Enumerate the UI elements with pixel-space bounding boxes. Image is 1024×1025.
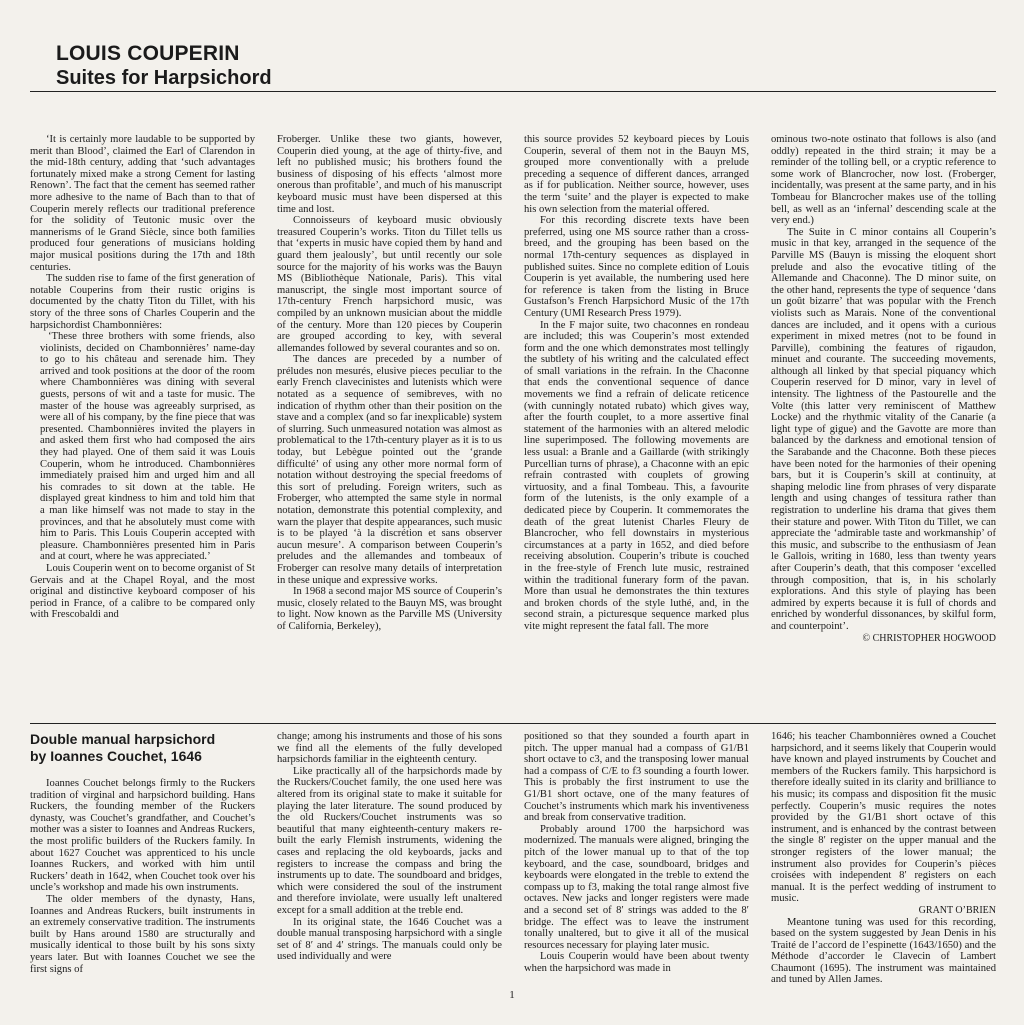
essay-column-3 (524, 134, 749, 714)
instrument-title-line-1: Double manual harpsichord (30, 731, 216, 747)
paragraph: 1646; his teacher Chambonnières owned a Couchet harpsichord, and it seems likely that Couperin would have known and played instruments by Couchet and members of the Ruckers family. This harpsichord is therefore ideally suited in its clarity and brilliance to his music; its compass and disposition fit the music perfectly. Couperin’s music requires the notes provided by the G1/B1 short octave of this instrument, and is enhanced by the contrast between the single 8′ register on the upper manual and the stronger registers of the lower manual; the instrument also provides for Couperin’s pièces croisées with independent 8′ registers on each manual. It is the perfect wedding of instrument to music. (771, 731, 996, 905)
paragraph: Probably around 1700 the harpsichord was modernized. The manuals were aligned, bringing the pitch of the lower manual up to that of the top keyboard, and the case, soundboard, bridges and keyboards were elongated in the treble to extend the compass up to f3, making the total range almost five octaves. New jacks and longer registers were made and a second set of 8′ strings was added to the 8′ bridge. The effect was to leave the instrument tonally unaltered, but to give it all of the musical resources necessary for playing later music. (524, 823, 749, 951)
instrument-column-3 (524, 731, 749, 986)
page-header (56, 42, 1016, 90)
top-divider (30, 91, 996, 92)
instrument-title-line-2: by Ioannes Couchet, 1646 (30, 748, 202, 764)
section-divider (30, 723, 996, 724)
instrument-column-4 (771, 731, 996, 986)
page-subtitle: Suites for Harpsichord (56, 67, 272, 89)
paragraph: Louis Couperin went on to become organist of St Gervais and at the Chapel Royal, and the most original and distinctive keyboard composer of his period in France, of a calibre to be compared only with Frescobaldi and (30, 562, 255, 621)
page-title: LOUIS COUPERIN (56, 42, 240, 65)
essay-column-2 (277, 134, 502, 714)
paragraph: ‘It is certainly more laudable to be supported by merit than Blood’, claimed the Earl of Clarendon in the mid-18th century, adding that ‘such advantages fortunately mixed make a strong Cement for lasting Renown’. The fact that the cement has seemed rather more adhesive to the name of Bach than to that of Couperin merely reflects our traditional preference for the solidity of Teutonic music over the mannerisms of le Grand Siècle, since both families produced four generations of musicians holding major musical positions during the 17th and 18th centuries. (30, 134, 255, 273)
instrument-section (30, 731, 996, 986)
paragraph: The sudden rise to fame of the first generation of notable Couperins from their rustic origins is documented by the chatty Titon du Tillet, with his story of the three sons of Charles Couperin and the harpsichordist Chambonnières: (30, 273, 255, 331)
paragraph: Ioannes Couchet belongs firmly to the Ruckers tradition of virginal and harpsichord building. Hans Ruckers, the founding member of the Ruckers dynasty, was Couchet’s grandfather, and Couchet’s mother was a sister to Ioannes and Andreas Ruckers, the most prolific builders of the Ruckers family. In about 1627 Couchet was apprenticed to his uncle Ioannes Ruckers, and worked with him until Ruckers’ death in 1642, when Couchet took over his uncle’s workshop and made his own instruments. (30, 778, 255, 894)
essay-section (30, 134, 996, 714)
paragraph: The dances are preceded by a number of préludes non mesurés, elusive pieces peculiar to the early French clavecinistes and lutenists which were notated as a sequence of semibreves, with no indication of rhythm other than their position on the stave and a complex (and so far inexplicable) system of slurring. Such unmeasured notation was almost as problematical to the 17th-century player as it is to us today, but Lebègue pointed out the ‘grande difficulté’ of using any other more normal form of notation without destroying the special freedoms of this sort of preluding. Foreign writers, such as Froberger, who attempted the same style in normal notation, demonstrate this potential complexity, and warn the player that despite appearances, such music is to be played ‘à la discrétion et sans observer aucun mesure’. A comparison between Couperin’s preludes and the allemandes and tombeaux of Froberger can resolve many details of interpretation in these unique and expressive works. (277, 354, 502, 586)
paragraph: Louis Couperin would have been about twenty when the harpsichord was made in (524, 951, 749, 974)
paragraph: The Suite in C minor contains all Couperin’s music in that key, arranged in the sequence of the Parville MS (Bauyn is missing the eloquent short prelude and also the evocative titling of the Allemande and Chaconne). The D minor suite, on the other hand, represents the type of sequence ‘dans un goût bizarre’ that was popular with the French violists such as Marais. None of the conventional dances are included, and it opens with a curious experiment in mixed metres (not to be found in Parville), combining the features of rigaudon, minuet and courante. The succeeding movements, although all linked by that special piquancy which Couperin reserved for D minor, vary in level of intensity. The lightness of the Pastourelle and the Volte (this latter very reminiscent of Matthew Locke) and the rhythmic vitality of the Canarie (a light type of gigue) and the Gavotte are more than balanced by the darkness and emotional tension of the Sarabande and the Chaconne. Both these pieces have been noted for the harmonies of their opening bars, but it is Couperin’s skill at continuity, at shaping melodic line from phrases of very disparate length and using changes of tessitura rather than registration to underline his drama that gives them their stature and power. With Titon du Tillet, we can appreciate the ‘admirable taste and workmanship’ of this music, and subscribe to the enthusiasm of Jean le Gallois, writing in 1680, less than twenty years after Couperin’s death, that this composer ‘excelled through composition, that is, in his scholarly explorations. And this style of playing has been admired by experts because it is full of chords and enriched by wonderful dissonances, by skilful form, and counterpoint’. (771, 226, 996, 632)
paragraph: change; among his instruments and those of his sons we find all the elements of the fully developed harpsichords familiar in the eighteenth century. (277, 731, 502, 766)
paragraph: Meantone tuning was used for this recording, based on the system suggested by Jean Denis in his Traité de l’accord de l’espinette (1643/1650) and the Méthode d’accorder le Clavecin of Lambert Chaumont (1695). The instrument was maintained and tuned by Allen James. (771, 916, 996, 986)
page-number: 1 (509, 989, 515, 1001)
instrument-section-title (30, 731, 255, 765)
essay-signature: © CHRISTOPHER HOGWOOD (862, 632, 996, 644)
paragraph: Froberger. Unlike these two giants, however, Couperin died young, at the age of thirty-five, and left no published music; his brothers found the business of disposing of his effects ‘almost more onerous than profitable’, and much of his manuscript keyboard music must have been dispersed at this time and lost. (277, 134, 502, 215)
essay-column-4 (771, 134, 996, 714)
essay-column-1 (30, 134, 255, 714)
paragraph: For this recording discrete texts have been preferred, using one MS source rather than a cross-breed, and the grouping has been based on the normal 17th-century sequences as displayed in published suites. Since no complete edition of Louis Couperin is yet available, the numbering used here for reference is taken from the listing in Bruce Gustafson’s French Harpsichord Music of the 17th Century (UMI Research Press 1979). (524, 215, 749, 319)
paragraph: ominous two-note ostinato that follows is also (and oddly) repeated in the third strain; it may be a reminder of the tolling bell, or a cryptic reference to some work of Blancrocher, now lost. (Froberger, incidentally, was present at the same party, and in his Tombeau for Blancrocher makes use of the tolling bell, as well as an ‘infernal’ descending scale at the very end.) (771, 134, 996, 227)
quotation: ‘These three brothers with some friends, also violinists, decided on Chambonnières’ name-day to go to his château and serenade him. They arrived and took positions at the door of the room where Chambonnières was dining with several guests, persons of wit and a taste for music. The master of the house was agreeably surprised, as were all of his company, by the fine piece that was presented. Chambonnières invited the players in and asked them first who had composed the airs they had played. One of them said it was Louis Couperin, whom he introduced. Chambonnières immediately praised him and urged him and all his comrades to sit down at the table. He displayed great kindness to him and told him that a man like himself was not made to stay in the provinces, and that he absolutely must come with him to Paris. This Louis Couperin accepted with pleasure. Chambonnières presented him in Paris and at court, where he was appreciated.’ (40, 331, 255, 563)
paragraph: positioned so that they sounded a fourth apart in pitch. The upper manual had a compass of G1/B1 short octave to c3, and the transposing lower manual had a compass of C/E to f3 sounding a fourth lower. This is probably the first instrument to use the G1/B1 short octave, one of the many features of Couchet’s instruments which mark his inventiveness and break from conservative tradition. (524, 731, 749, 824)
paragraph: In 1968 a second major MS source of Couperin’s music, closely related to the Bauyn MS, was brought to light. Now known as the Parville MS (University of California, Berkeley), (277, 586, 502, 632)
paragraph: Like practically all of the harpsichords made by the Ruckers/Couchet family, the one used here was altered from its original state to make it suitable for playing the later literature. The sound produced by the old Ruckers/Couchet instruments was so beautiful that many eighteenth-century makers re-built the early Flemish instruments, widening the cases and replacing the old keyboards, jacks and registers to increase the compass and bring the instruments up to date. The soundboard and bridges, which were considered the soul of the instrument and therefore inviolate, were usually left unaltered except for a small addition at the treble end. (277, 765, 502, 916)
instrument-column-1 (30, 731, 255, 986)
paragraph: The older members of the dynasty, Hans, Ioannes and Andreas Ruckers, built instruments in an extremely conservative tradition. The instruments built by Hans around 1580 are structurally and musically identical to those built by his sons sixty years later. But with Ioannes Couchet we see the first signs of (30, 893, 255, 975)
paragraph: this source provides 52 keyboard pieces by Louis Couperin, several of them not in the Bauyn MS, grouped more conventionally with a prelude preceding a sequence of different dances, arranged as if for publication. Neither source, however, uses the term ‘suite’ and the player is expected to make his own selection from the material offered. (524, 134, 749, 215)
paragraph: In its original state, the 1646 Couchet was a double manual transposing harpsichord with a single set of 8′ and 4′ strings. The manuals could only be used individually and were (277, 916, 502, 963)
paragraph: Connoisseurs of keyboard music obviously treasured Couperin’s works. Titon du Tillet tells us that ‘experts in music have copied them by hand and guard them jealously’, but until recently our sole source for the majority of his works was the Bauyn MS (Bibliothèque Nationale, Paris). This vital manuscript, the single most important source of 17th-century French harpsichord music, was compiled by an unknown musician about the middle of the century. More than 120 pieces by Couperin are grouped according to key, with several allemandes followed by several courantes and so on. (277, 215, 502, 354)
paragraph: In the F major suite, two chaconnes en rondeau are included; this was Couperin’s most extended form and the one which demonstrates most tellingly the subtlety of his writing and the calculated effect of small variations in the refrain. In the Chaconne that ends the conventional sequence of dance movements we find a refrain of delicate reticence (with cunningly notated rubato) which gives way, after the fourth couplet, to a more assertive final statement of the harmonies with an altered melodic line superimposed. The following movements are less usual: a Branle and a Gaillarde (with strikingly Purcellian turns of phrase), a Chaconne with an epic refrain contrasted with couplets of growing virtuosity, and a final Tombeau. This, a favourite form of the lutenists, is the only example of a dedicated piece by Couperin. It commemorates the death of the great lutenist Charles Fleury de Blancrocher, who fell downstairs in mysterious circumstances at a party in 1652, and died before receiving absolution. Couperin’s tribute is couched in the free-style of French lute music, restrained within the traditional funerary form of the pavan. More than usual he demonstrates the thin textures and broken chords of the style luthé, and, in the second strain, a picturesque sequence marked plus vite might represent the fatal fall. The more (524, 319, 749, 632)
instrument-column-2 (277, 731, 502, 986)
instrument-signature: GRANT O’BRIEN (918, 904, 996, 916)
